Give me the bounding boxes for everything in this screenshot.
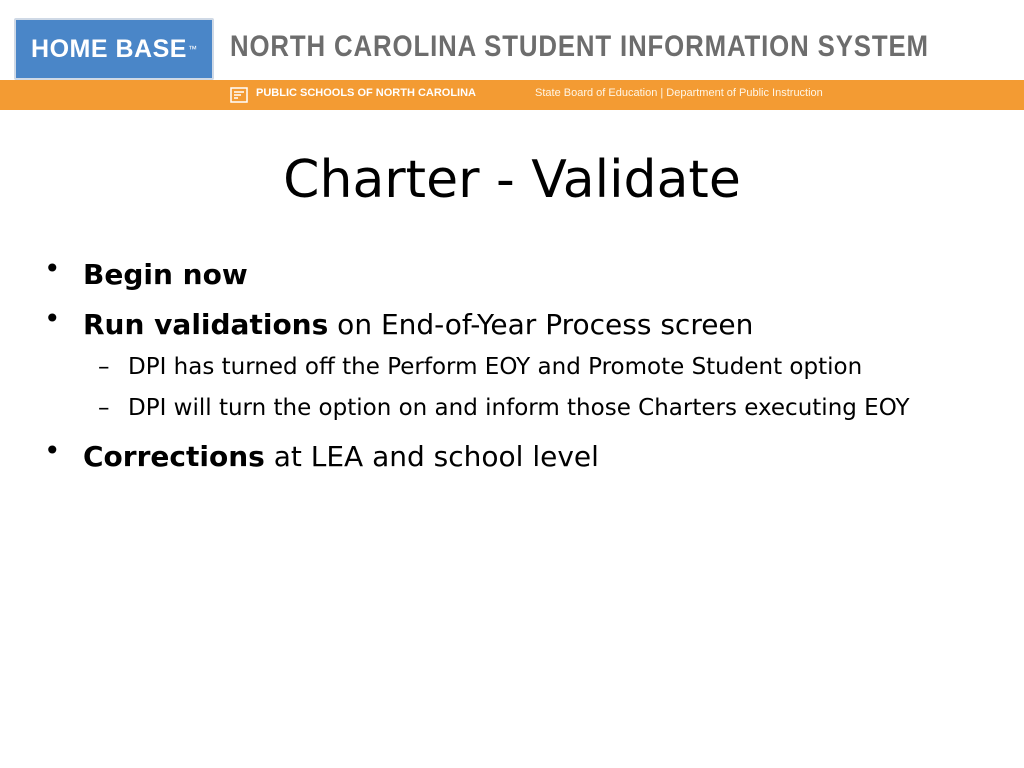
org-name: PUBLIC SCHOOLS OF NORTH CAROLINA bbox=[256, 87, 476, 99]
bullet-dot: • bbox=[44, 302, 61, 335]
sub-bullet-item bbox=[44, 352, 1004, 393]
bullet-list bbox=[44, 252, 1004, 484]
bullet-bold: Run validations bbox=[83, 308, 329, 341]
nc-state-icon bbox=[230, 86, 248, 104]
logo-text: HOME BASE bbox=[31, 34, 187, 63]
bullet-rest: on End-of-Year Process screen bbox=[328, 308, 754, 341]
sub-bullet-item bbox=[44, 393, 1004, 434]
bullet-dot: • bbox=[44, 434, 61, 467]
org-departments: State Board of Education | Department of Public Instruction bbox=[535, 87, 823, 99]
bullet-text bbox=[83, 308, 753, 341]
bullet-text bbox=[83, 258, 248, 291]
bullet-text bbox=[83, 440, 599, 473]
sub-bullet-dash: – bbox=[98, 395, 110, 421]
header-banner bbox=[0, 0, 1024, 110]
sub-bullet-text: DPI will turn the option on and inform those Charters executing EOY bbox=[128, 395, 910, 421]
bullet-bold: Corrections bbox=[83, 440, 265, 473]
bullet-item bbox=[44, 302, 1004, 352]
sub-bullet-dash: – bbox=[98, 354, 110, 380]
bullet-rest: at LEA and school level bbox=[264, 440, 599, 473]
header-title: NORTH CAROLINA STUDENT INFORMATION SYSTEM bbox=[230, 30, 929, 63]
orange-bar bbox=[0, 80, 1024, 110]
bullet-item bbox=[44, 252, 1004, 302]
bullet-item bbox=[44, 434, 1004, 484]
sub-bullet-text: DPI has turned off the Perform EOY and Promote Student option bbox=[128, 354, 863, 380]
logo-trademark: ™ bbox=[187, 44, 197, 54]
slide-title: Charter - Validate bbox=[283, 150, 741, 210]
bullet-bold: Begin now bbox=[83, 258, 248, 291]
home-base-logo bbox=[14, 18, 214, 80]
bullet-dot: • bbox=[44, 252, 61, 285]
